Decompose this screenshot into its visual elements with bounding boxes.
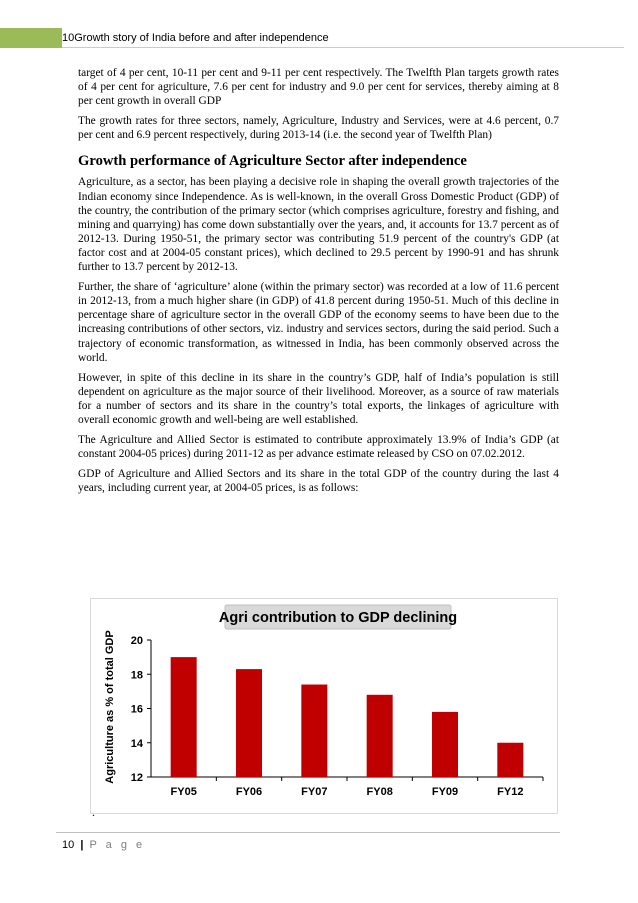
chart-canvas bbox=[91, 599, 557, 813]
stray-period: . bbox=[92, 805, 95, 819]
chart-bar bbox=[236, 669, 262, 777]
chart-y-tick-label: 12 bbox=[130, 772, 143, 784]
chart-y-tick-label: 14 bbox=[130, 737, 143, 750]
chart-bar bbox=[497, 743, 523, 777]
page-body bbox=[78, 66, 559, 501]
paragraph: Further, the share of ‘agriculture’ alone (within the primary sector) was recorded at a low of 11.6 percent in 2012-13, from a much higher share (in GDP) of 41.8 percent during 1950-51. Much of this decline in percentage share of agriculture sector in the overall GDP of the economy seems to have been due to the increasing contributions of other sectors, viz. industry and services sectors, during the said period. Such a trajectory of economic transformation, as witnessed in India, has been commonly observed across the world. bbox=[78, 281, 559, 364]
header-page-number: 10 bbox=[62, 32, 75, 44]
chart-y-tick-label: 18 bbox=[130, 669, 143, 682]
chart-bar bbox=[171, 657, 197, 777]
chart-bar bbox=[432, 712, 458, 777]
chart-x-tick-label: FY09 bbox=[431, 786, 459, 798]
chart-title: Agri contribution to GDP declining bbox=[218, 610, 458, 626]
header-accent-block bbox=[0, 28, 62, 48]
section-heading: Growth performance of Agriculture Sector after independence bbox=[78, 153, 467, 170]
chart-bar bbox=[367, 695, 393, 777]
footer-page-number: 10 bbox=[62, 839, 75, 851]
chart-y-axis-label: Agriculture as % of total GDP bbox=[104, 630, 116, 784]
chart-x-tick-label: FY06 bbox=[235, 786, 263, 798]
chart-x-tick-label: FY05 bbox=[170, 786, 197, 798]
footer-page-label: P a g e bbox=[89, 839, 146, 851]
chart-x-tick-label: FY08 bbox=[366, 786, 393, 798]
header-rule bbox=[62, 47, 624, 48]
chart-x-tick-label: FY07 bbox=[301, 786, 328, 798]
footer-rule bbox=[56, 832, 560, 833]
header-title: Growth story of India before and after independence bbox=[74, 32, 329, 44]
paragraph: However, in spite of this decline in its share in the country’s GDP, half of India’s population is still dependent on agriculture as the major source of their livelihood. Moreover, as a source of raw materials for a number of sectors and its share in the country’s total exports, the linkages of agriculture with overall economic growth and well-being are well established. bbox=[78, 371, 559, 426]
paragraph: The growth rates for three sectors, namely, Agriculture, Industry and Services, were at 4.6 percent, 0.7 per cent and 6.9 percent respectively, during 2013-14 (i.e. the second year of Twelfth Plan) bbox=[78, 115, 559, 142]
paragraph: Agriculture, as a sector, has been playing a decisive role in shaping the overall growth trajectories of the Indian economy since Independence. As is well-known, in the overall Gross Domestic Product (GDP) of the country, the contribution of the primary sector (which comprises agriculture, forestry and fishing, and mining and quarrying) has come down substantially over the years, and, it accounts for 13.7 percent as of 2012-13. During 1950-51, the primary sector was contributing 51.9 percent of the country's GDP (at factor cost and at 2004-05 constant prices), which declined to 29.5 percent by 1990-91 and has shrunk further to 13.7 percent by 2012-13. bbox=[78, 176, 559, 274]
chart-y-tick-label: 16 bbox=[130, 703, 143, 716]
paragraph: target of 4 per cent, 10-11 per cent and 9-11 per cent respectively. The Twelfth Plan targets growth rates of 4 per cent for agriculture, 7.6 per cent for industry and 9.0 per cent for services, thereby aiming at 8 per cent growth in overall GDP bbox=[78, 67, 559, 108]
chart-y-tick-label: 20 bbox=[130, 635, 143, 647]
paragraph: The Agriculture and Allied Sector is estimated to contribute approximately 13.9% of India’s GDP (at constant 2004-05 prices) during 2011-12 as per advance estimate released by CSO on 07.02.2012. bbox=[78, 434, 559, 461]
running-header bbox=[62, 32, 329, 44]
agri-gdp-chart bbox=[90, 598, 558, 814]
paragraph: GDP of Agriculture and Allied Sectors and its share in the total GDP of the country during the last 4 years, including current year, at 2004-05 prices, is as follows: bbox=[78, 468, 559, 495]
chart-bar bbox=[301, 685, 327, 777]
chart-x-tick-label: FY12 bbox=[497, 786, 524, 798]
page-footer bbox=[62, 839, 145, 851]
footer-separator: | bbox=[80, 839, 84, 851]
